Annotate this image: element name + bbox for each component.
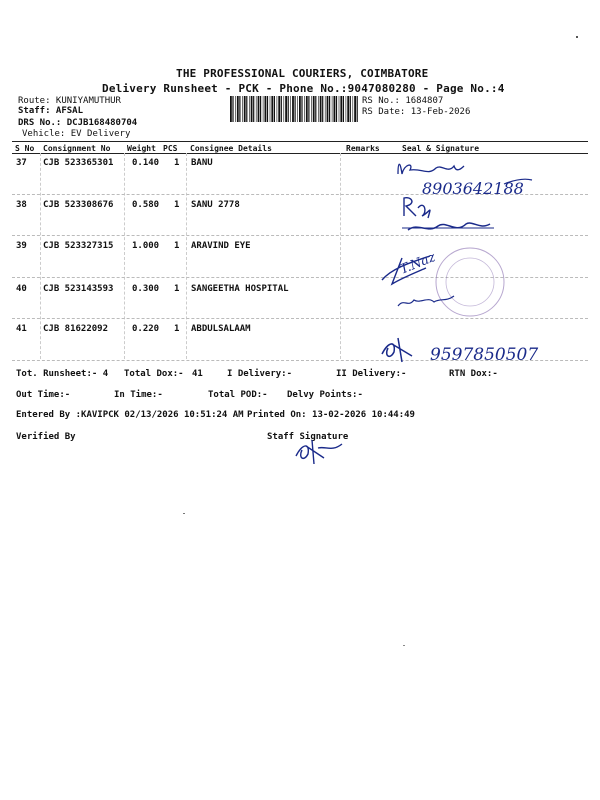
col-remarks: Remarks [346,144,380,153]
barcode-bar [237,96,239,122]
barcode-bar [311,96,312,122]
barcode-bar [288,96,289,122]
barcode-bar [339,96,340,122]
scan-speck [403,645,405,646]
out-time: Out Time:- [16,390,71,400]
signature-row-39-40 [372,238,522,318]
barcode-bar [322,96,323,122]
barcode-bar [301,96,302,122]
barcode-bar [315,96,316,122]
row-consignee: BANU [191,158,213,168]
barcode-bar [232,96,233,122]
staff-signature-label: Staff Signature [267,432,349,442]
staff-signature-mark [292,438,352,466]
row-sno: 41 [16,324,27,334]
scan-speck [183,513,185,514]
barcode-bar [343,96,344,122]
barcode-bar [256,96,257,122]
row-sno: 40 [16,284,27,294]
col-consignee: Consignee Details [190,144,272,153]
signature-row-41 [378,334,548,366]
route-label: Route: KUNIYAMUTHUR [18,96,121,106]
row-weight: 0.580 [132,200,160,210]
row-weight: 0.140 [132,158,160,168]
row-consignment: CJB 523308676 [43,200,114,210]
barcode-icon [230,96,358,122]
runsheet-subtitle: Delivery Runsheet - PCK - Phone No.:9047080280 - Page No.:4 [102,82,505,95]
tot-runsheet: Tot. Runsheet:- 4 [16,369,109,379]
col-divider [124,153,125,359]
barcode-bar [263,96,264,122]
barcode-bar [274,96,275,122]
row-consignment: CJB 81622092 [43,324,109,334]
row-consignment: CJB 523365301 [43,158,114,168]
row-consignee: SANU 2778 [191,200,240,210]
barcode-bar [281,96,282,122]
barcode-bar [265,96,267,122]
barcode-bar [334,96,336,122]
row-consignee: SANGEETHA HOSPITAL [191,284,289,294]
row-consignee: ABDULSALAAM [191,324,251,334]
barcode-bar [350,96,351,122]
row-pcs: 1 [174,158,180,168]
barcode-bar [230,96,232,122]
row-consignee: ARAVIND EYE [191,241,251,251]
barcode-bar [327,96,329,122]
barcode-bar [277,96,278,122]
row-sno: 39 [16,241,27,251]
total-dox-value: 41 [192,369,203,379]
entered-by: Entered By :KAVIPCK 02/13/2026 10:51:24 AM [16,410,244,420]
row-consignment: CJB 523327315 [43,241,114,251]
barcode-bar [267,96,268,122]
barcode-bar [253,96,254,122]
printed-on: Printed On: 13-02-2026 10:44:49 [247,410,415,420]
barcode-bar [284,96,285,122]
barcode-bar [325,96,326,122]
barcode-bar [354,96,356,122]
drs-number: DRS No.: DCJB168480704 [18,118,138,128]
row-pcs: 1 [174,200,180,210]
rs-date: RS Date: 13-Feb-2026 [362,107,471,117]
barcode-bar [235,96,236,122]
signature-row-38 [398,194,518,238]
staff-label: Staff: AFSAL [18,106,84,116]
delvy-points: Delvy Points:- [287,390,363,400]
barcode-bar [313,96,315,122]
barcode-bar [357,96,358,122]
row-weight: 0.300 [132,284,160,294]
col-divider [186,153,187,359]
barcode-bar [251,96,253,122]
row-pcs: 1 [174,241,180,251]
col-pcs: PCS [163,144,178,153]
verified-by: Verified By [16,432,76,442]
col-divider [340,153,341,359]
barcode-bar [297,96,298,122]
barcode-bar [332,96,333,122]
scan-speck [576,36,578,38]
barcode-bar [318,96,319,122]
barcode-bar [306,96,308,122]
barcode-bar [270,96,271,122]
rtn-dox: RTN Dox:- [449,369,498,379]
barcode-bar [347,96,349,122]
col-weight: Weight [127,144,156,153]
barcode-bar [299,96,301,122]
barcode-bar [340,96,342,122]
barcode-bar [244,96,246,122]
row-37-phone: 8903642188 [422,179,524,198]
col-seal-signature: Seal & Signature [402,144,480,153]
i-delivery: I Delivery:- [227,369,293,379]
barcode-bar [246,96,247,122]
in-time: In Time:- [114,390,163,400]
row-weight: 1.000 [132,241,160,251]
barcode-bar [258,96,260,122]
row-consignment: CJB 523143593 [43,284,114,294]
table-top-rule [12,141,588,142]
barcode-bar [336,96,337,122]
barcode-bar [346,96,347,122]
barcode-bar [292,96,294,122]
rs-number: RS No.: 1684807 [362,96,444,106]
signature-row-37 [392,154,542,198]
barcode-bar [329,96,330,122]
barcode-bar [295,96,296,122]
row-sno: 38 [16,200,27,210]
row-divider [12,318,588,319]
row-pcs: 1 [174,324,180,334]
barcode-bar [304,96,305,122]
barcode-bar [320,96,322,122]
vehicle-label: Vehicle: EV Delivery [22,129,131,139]
barcode-bar [290,96,291,122]
ii-delivery: II Delivery:- [336,369,407,379]
barcode-bar [308,96,309,122]
row-pcs: 1 [174,284,180,294]
barcode-bar [278,96,280,122]
col-consignment: Consignment No [43,144,111,153]
row-39-name: T.Naz [397,249,438,278]
barcode-bar [239,96,240,122]
barcode-bar [260,96,261,122]
row-weight: 0.220 [132,324,160,334]
total-pod: Total POD:- [208,390,268,400]
barcode-bar [353,96,354,122]
barcode-bar [285,96,287,122]
barcode-bar [271,96,273,122]
barcode-bar [242,96,243,122]
company-title: THE PROFESSIONAL COURIERS, COIMBATORE [176,67,429,80]
col-sno: S No [15,144,35,153]
total-dox-label: Total Dox:- [124,369,184,379]
col-divider [40,153,41,359]
row-sno: 37 [16,158,27,168]
row-41-phone: 9597850507 [430,345,539,365]
barcode-bar [249,96,250,122]
